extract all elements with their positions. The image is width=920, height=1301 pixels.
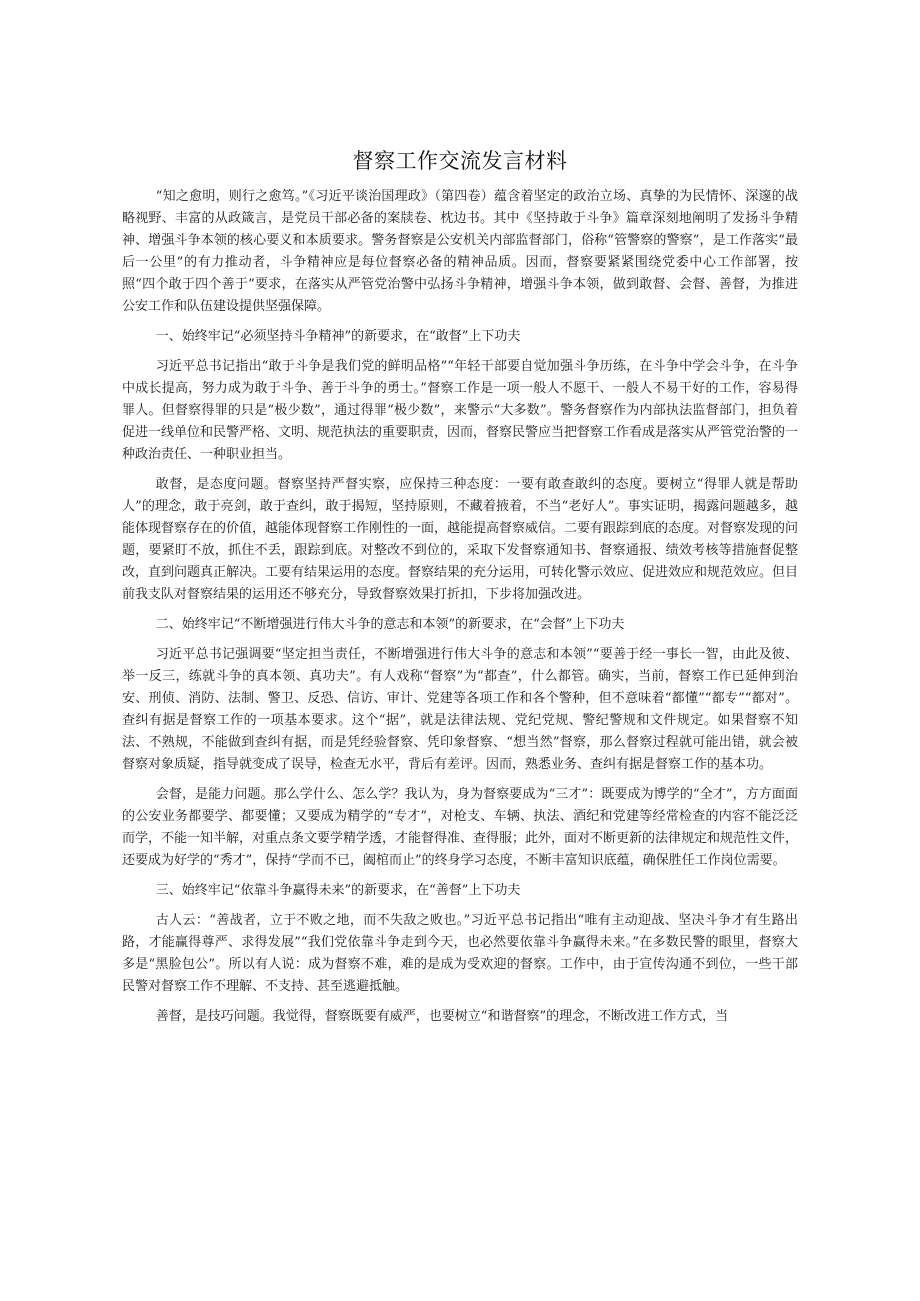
- paragraph: 古人云：“善战者，立于不败之地，而不失敌之败也。”习近平总书记指出“唯有主动迎战、坚决斗争才有生路出路，才能赢得尊严、求得发展”“我们党依靠斗争走到今天，也必然要依靠斗争赢得未来。”在多数民警的眼里，督察大多是“黑脸包公”。所以有人说：成为督察不难，难的是成为受欢迎的督察。工作中，由于宣传沟通不到位，一些干部民警对督察工作不理解、不支持、甚至逃避抵触。: [122, 913, 798, 994]
- section-heading-1: 一、始终牢记“必须坚持斗争精神”的新要求，在“敢督”上下功夫: [155, 329, 521, 344]
- section-heading-3: 三、始终牢记“依靠斗争赢得未来”的新要求，在“善督”上下功夫: [155, 883, 521, 898]
- paragraph: 习近平总书记指出“敢于斗争是我们党的鲜明品格”“年轻干部要自觉加强斗争历练，在斗争中学会斗争，在斗争中成长提高，努力成为敢于斗争、善于斗争的勇士。”督察工作是一项一般人不愿干、一般人不易干好的工作，容易得罪人。但督察得罪的只是“极少数”，通过得罪“极少数”，来警示“大多数”。警务督察作为内部执法监督部门，担负着促进一线单位和民警严格、文明、规范执法的重要职责，因而，督察民警应当把督察工作看成是落实从严管党治警的一种政治责任、一种职业担当。: [122, 359, 799, 462]
- intro-paragraph: “知之愈明，则行之愈笃。”《习近平谈治国理政》（第四卷）蕴含着坚定的政治立场、真挚的为民情怀、深邃的战略视野、丰富的从政箴言，是党员干部必备的案牍卷、枕边书。其中《坚持敢于斗争》篇章深刻地阐明了发扬斗争精神、增强斗争本领的核心要义和本质要求。警务督察是公安机关内部监督部门，俗称“管警察的警察”，是工作落实“最后一公里”的有力推动者，斗争精神应是每位督察必备的精神品质。因而，督察要紧紧围绕党委中心工作部署，按照“四个敢于四个善于”要求，在落实从严管党治警中弘扬斗争精神，增强斗争本领，做到敢督、会督、善督，为推进公安工作和队伍建设提供坚强保障。: [122, 189, 798, 314]
- paragraph: 敢督，是态度问题。督察坚持严督实察，应保持三种态度：一要有敢查敢纠的态度。要树立“得罪人就是帮助人”的理念，敢于亮剑，敢于查纠，敢于揭短，坚持原则，不藏着掖着，不当“老好人”。事实证明，揭露问题越多，越能体现督察存在的价值，越能体现督察工作刚性的一面，越能提高督察威信。二要有跟踪到底的态度。对督察发现的问题，要紧盯不放，抓住不丢，跟踪到底。对整改不到位的，采取下发督察通知书、督察通报、绩效考核等措施督促整改，直到问题真正解决。工要有结果运用的态度。督察结果的充分运用，可转化警示效应、促进效应和规范效应。但目前我支队对督察结果的运用还不够充分，导致督察效果打折扣，下步将加强改进。: [122, 477, 799, 602]
- section-heading-2: 二、始终牢记“不断增强进行伟大斗争的意志和本领”的新要求，在“会督”上下功夫: [155, 617, 625, 632]
- paragraph: 善督，是技巧问题。我觉得，督察既要有威严，也要树立“和谐督察”的理念，不断改进工作方式，当: [155, 1009, 729, 1024]
- document-title: 督察工作交流发言材料: [352, 149, 568, 173]
- paragraph: 会督，是能力问题。那么学什么、怎么学？我认为，身为督察要成为“三才”：既要成为博学的“全才”，方方面面的公安业务都要学、都要懂；又要成为精学的“专才”，对枪支、车辆、执法、酒纪和党建等经常检查的内容不能泛泛而学，不能一知半解，对重点条文要学精学透，才能督得准、查得服；此外，面对不断更新的法律规定和规范性文件，还要成为好学的“秀才”，保持“学而不已，阖棺而止”的终身学习态度，不断丰富知识底蕴，确保胜任工作岗位需要。: [122, 787, 799, 868]
- paragraph: 习近平总书记强调要“坚定担当责任，不断增强进行伟大斗争的意志和本领”“要善于经一事长一智，由此及彼、举一反三，练就斗争的真本领、真功夫”。有人戏称“督察”为“都查”，什么都管。确实，当前，督察工作已延伸到治安、刑侦、消防、法制、警卫、反恐、信访、审计、党建等各项工作和各个警种，但不意味着“都懂”“都专”“都对”。查纠有据是督察工作的一项基本要求。这个“据”，就是法律法规、党纪党规、警纪警规和文件规定。如果督察不知法、不熟规，不能做到查纠有据，而是凭经验督察、凭印象督察、“想当然”督察，那么督察过程就可能出错，就会被督察对象质疑，指导就变成了误导，检查无水平，背后有差评。因而，熟悉业务、查纠有据是督察工作的基本功。: [122, 647, 798, 772]
- document-body: [122, 186, 798, 1036]
